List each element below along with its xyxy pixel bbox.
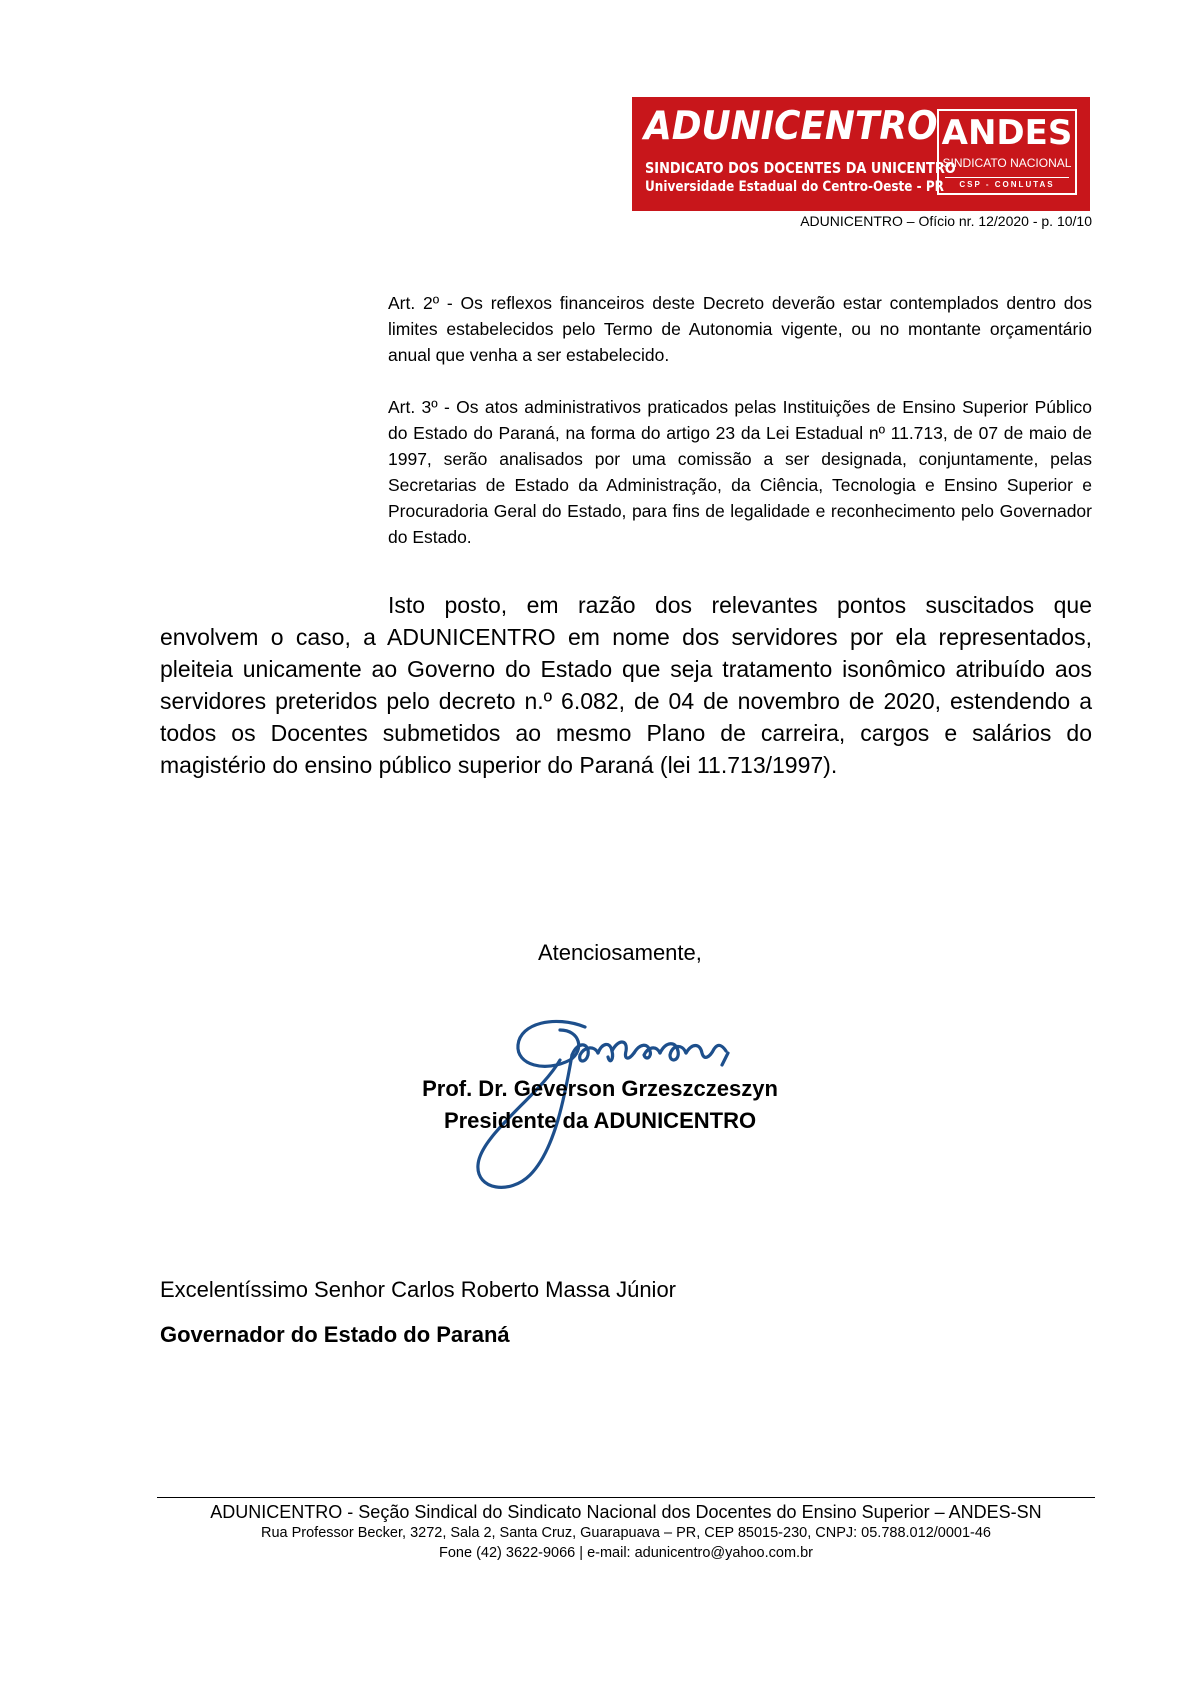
logo-name: ADUNICENTRO [644,104,938,149]
signatory-name: Prof. Dr. Geverson Grzeszczeszyn [422,1076,778,1101]
andes-logo [937,109,1077,195]
recipient-salutation: Excelentíssimo Senhor Carlos Roberto Massa Júnior [160,1277,677,1302]
main-paragraph: Isto posto, em razão dos relevantes pontos suscitados que envolvem o caso, a ADUNICENTRO em nome dos servidores por ela representados, pleiteia unicamente ao Governo do Estado que seja tratamento isonômico atribuído aos servidores preteridos pelo decreto n.º 6.082, de 04 de novembro de 2020, estendendo a todos os Docentes submetidos ao mesmo Plano de carreira, cargos e salários do magistério do ensino público superior do Paraná (lei 11.713/1997). [160,592,1092,778]
logo-line1: SINDICATO DOS DOCENTES DA UNICENTRO [645,159,956,177]
recipient-title: Governador do Estado do Paraná [160,1322,510,1347]
header-logo [632,97,1090,211]
logo-line2: Universidade Estadual do Centro-Oeste - PR [645,179,944,195]
andes-subtitle: SINDICATO NACIONAL [942,156,1072,170]
article-3: Art. 3º - Os atos administrativos praticados pelas Instituições de Ensino Superior Público do Estado do Paraná, na forma do artigo 23 da Lei Estadual nº 11.713, de 07 de maio de 1997, serão analisados por uma comissão a ser designada, conjuntamente, pelas Secretarias de Estado da Administração, da Ciência, Tecnologia e Ensino Superior e Procuradoria Geral do Estado, para fins de legalidade e reconhecimento pelo Governador do Estado. [388,397,1092,547]
signatory-role: Presidente da ADUNICENTRO [443,1108,757,1133]
footer-organization: ADUNICENTRO - Seção Sindical do Sindicato Nacional dos Docentes do Ensino Superior – ANDES-SN [210,1502,1042,1522]
page-reference: ADUNICENTRO – Ofício nr. 12/2020 - p. 10/10 [800,213,1092,229]
andes-title: ANDES [941,113,1073,153]
footer-contact: Fone (42) 3622-9066 | e-mail: adunicentro@yahoo.com.br [439,1545,813,1561]
closing: Atenciosamente, [538,940,702,965]
footer-divider [157,1497,1095,1498]
article-2: Art. 2º - Os reflexos financeiros deste Decreto deverão estar contemplados dentro dos limites estabelecidos pelo Termo de Autonomia vigente, ou no montante orçamentário anual que venha a ser estabelecido. [388,293,1092,365]
footer-address: Rua Professor Becker, 3272, Sala 2, Santa Cruz, Guarapuava – PR, CEP 85015-230, CNPJ: 05.788.012/0001-46 [260,1525,991,1541]
andes-subtitle2: CSP - CONLUTAS [945,177,1069,192]
